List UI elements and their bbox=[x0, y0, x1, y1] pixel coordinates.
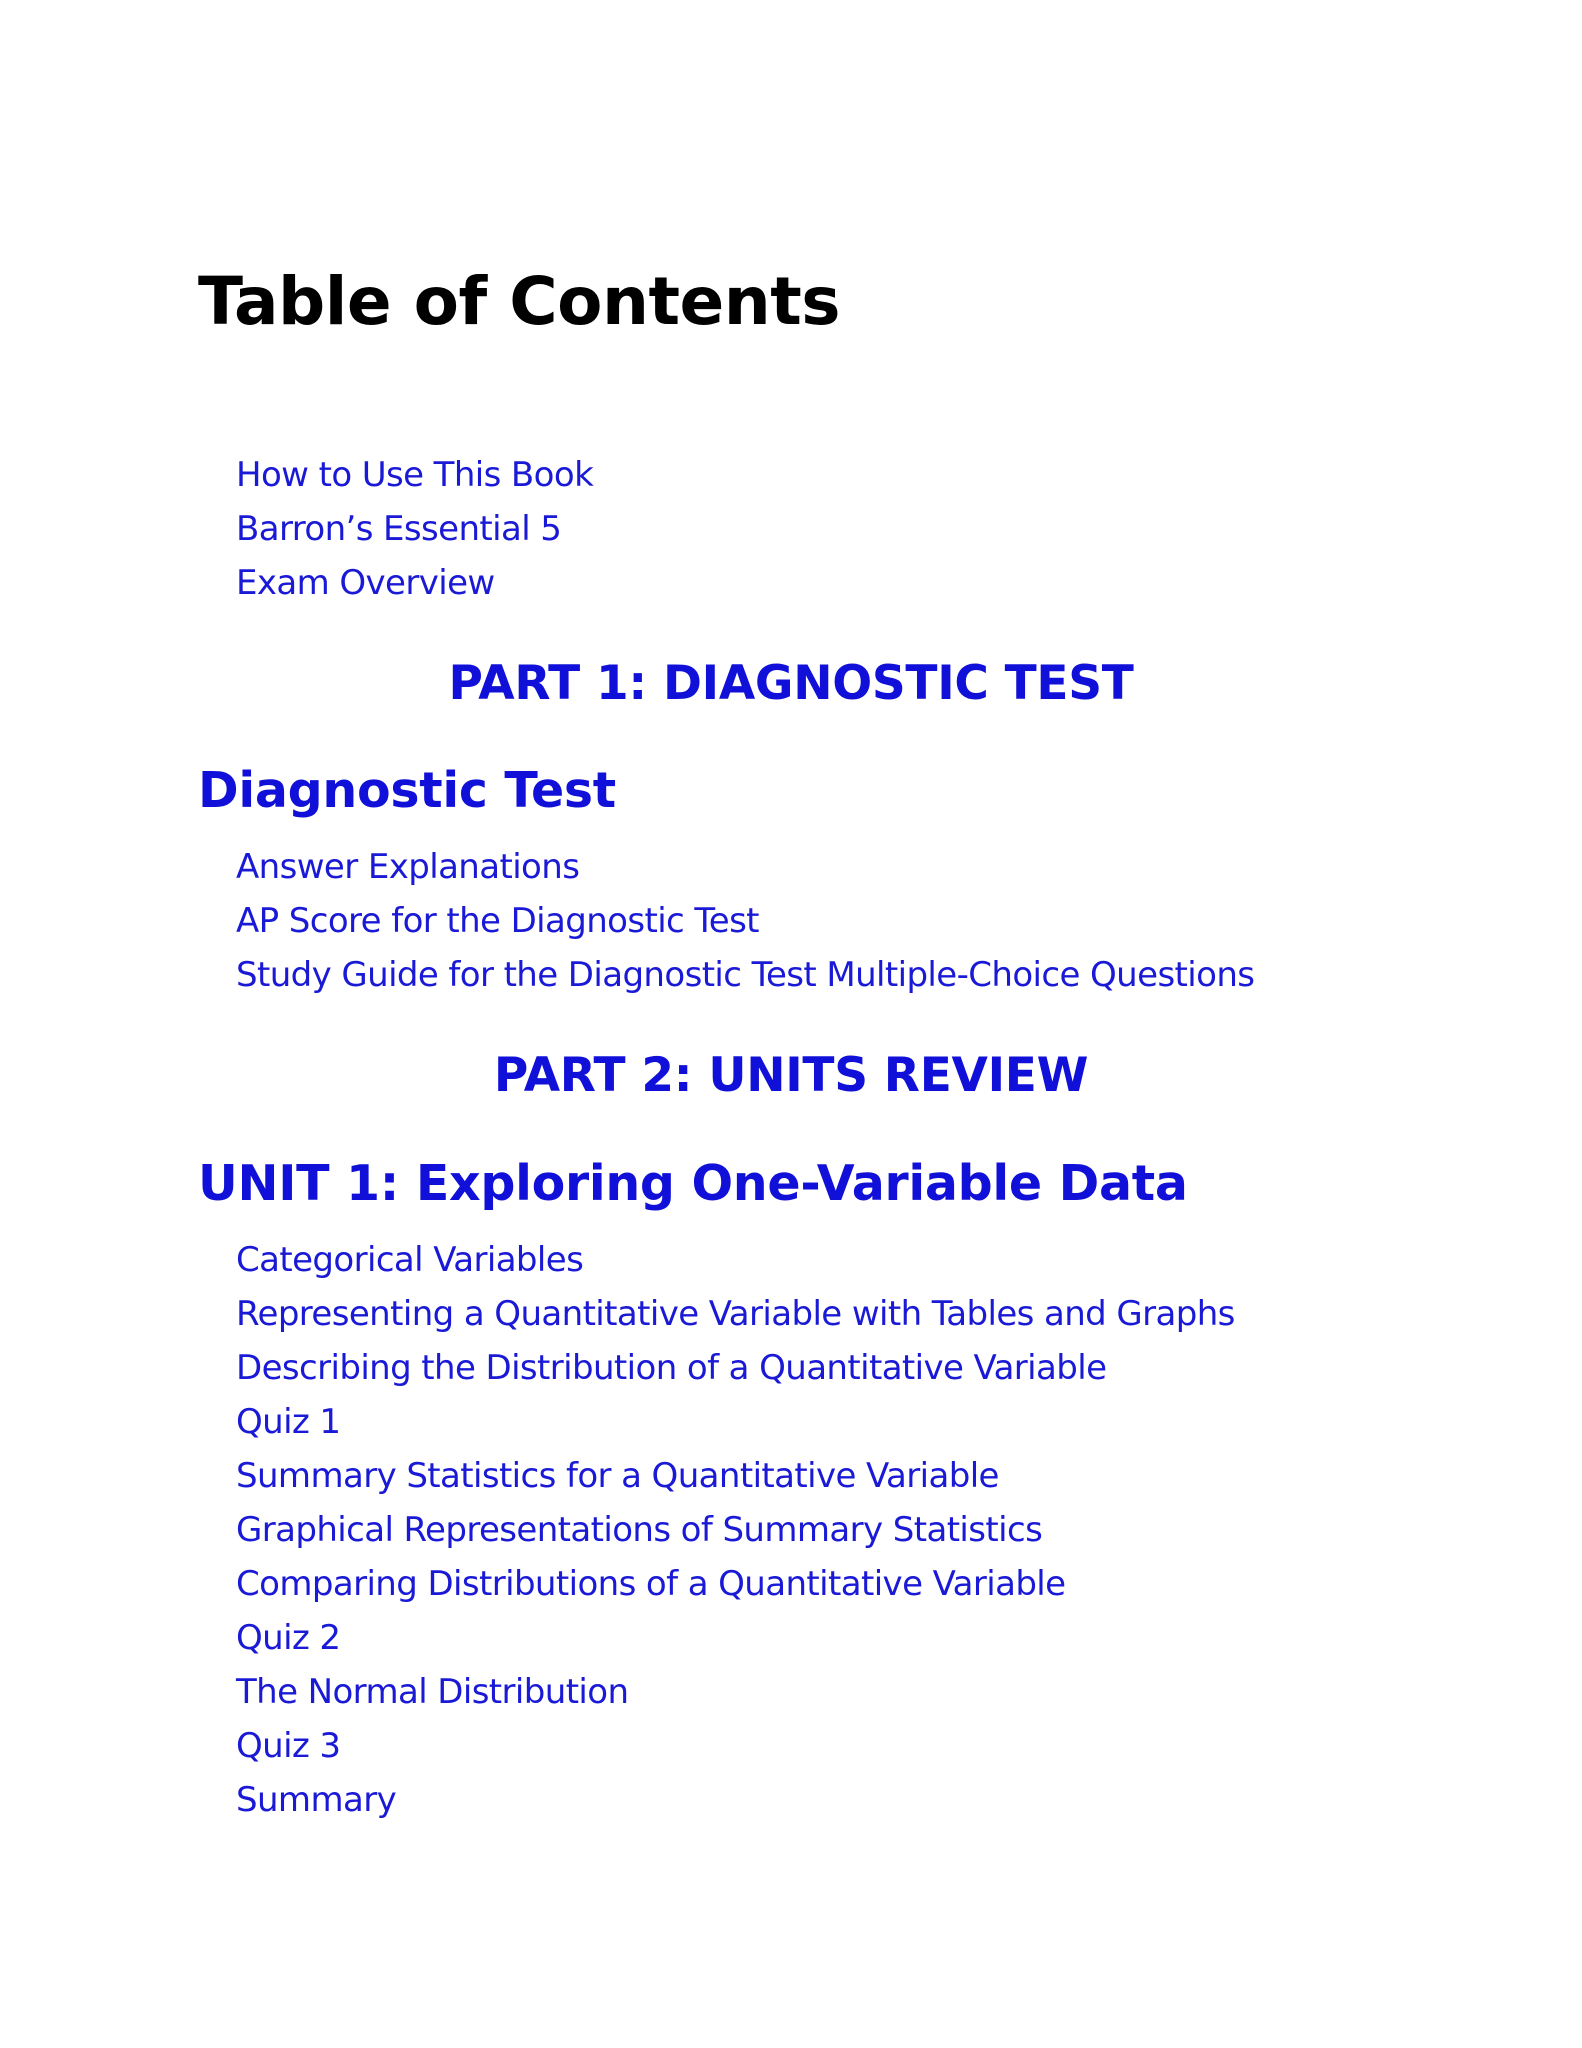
toc-link-summary-statistics[interactable]: Summary Statistics for a Quantitative Variable bbox=[236, 1456, 999, 1496]
chapter-unit-1-link[interactable]: UNIT 1: Exploring One-Variable Data bbox=[198, 1155, 1188, 1212]
list-item[interactable] bbox=[236, 840, 1254, 894]
part-2-link[interactable]: PART 2: UNITS REVIEW bbox=[493, 1048, 1089, 1103]
list-item[interactable] bbox=[236, 1395, 1235, 1449]
toc-link-summary[interactable]: Summary bbox=[236, 1780, 397, 1820]
chapter-diagnostic-test-heading[interactable] bbox=[198, 760, 616, 822]
toc-link-essential-5[interactable]: Barron’s Essential 5 bbox=[236, 509, 562, 549]
chapter-unit-1-heading[interactable] bbox=[198, 1153, 1188, 1215]
list-item[interactable] bbox=[236, 1665, 1235, 1719]
toc-link-how-to-use[interactable]: How to Use This Book bbox=[236, 455, 594, 495]
list-item[interactable] bbox=[236, 894, 1254, 948]
toc-link-categorical-variables[interactable]: Categorical Variables bbox=[236, 1240, 584, 1280]
list-item[interactable] bbox=[236, 1287, 1235, 1341]
part-2-heading[interactable] bbox=[0, 1046, 1582, 1106]
list-item[interactable] bbox=[236, 1773, 1235, 1827]
chapter-diagnostic-test-link[interactable]: Diagnostic Test bbox=[198, 762, 616, 819]
list-item[interactable] bbox=[236, 1557, 1235, 1611]
diagnostic-test-list bbox=[236, 840, 1254, 1002]
list-item[interactable] bbox=[236, 1449, 1235, 1503]
list-item[interactable] bbox=[236, 1233, 1235, 1287]
toc-link-representing-quantitative[interactable]: Representing a Quantitative Variable with Tables and Graphs bbox=[236, 1294, 1235, 1334]
list-item[interactable] bbox=[236, 556, 593, 610]
list-item[interactable] bbox=[236, 1503, 1235, 1557]
list-item[interactable] bbox=[236, 1341, 1235, 1395]
toc-link-normal-distribution[interactable]: The Normal Distribution bbox=[236, 1672, 629, 1712]
toc-link-answer-explanations[interactable]: Answer Explanations bbox=[236, 847, 580, 887]
list-item[interactable] bbox=[236, 1611, 1235, 1665]
toc-link-ap-score[interactable]: AP Score for the Diagnostic Test bbox=[236, 901, 759, 941]
toc-link-quiz-3[interactable]: Quiz 3 bbox=[236, 1726, 341, 1766]
list-item[interactable] bbox=[236, 502, 593, 556]
part-1-heading[interactable] bbox=[0, 654, 1582, 714]
toc-link-quiz-1[interactable]: Quiz 1 bbox=[236, 1402, 341, 1442]
part-1-link[interactable]: PART 1: DIAGNOSTIC TEST bbox=[448, 656, 1134, 711]
front-matter-list bbox=[236, 448, 593, 610]
toc-link-study-guide[interactable]: Study Guide for the Diagnostic Test Multiple-Choice Questions bbox=[236, 955, 1255, 995]
list-item[interactable] bbox=[236, 448, 593, 502]
toc-link-comparing-distributions[interactable]: Comparing Distributions of a Quantitative Variable bbox=[236, 1564, 1066, 1604]
toc-link-quiz-2[interactable]: Quiz 2 bbox=[236, 1618, 341, 1658]
list-item[interactable] bbox=[236, 948, 1254, 1002]
toc-link-exam-overview[interactable]: Exam Overview bbox=[236, 563, 495, 603]
list-item[interactable] bbox=[236, 1719, 1235, 1773]
toc-link-graphical-representations[interactable]: Graphical Representations of Summary Statistics bbox=[236, 1510, 1043, 1550]
toc-link-describing-distribution[interactable]: Describing the Distribution of a Quantitative Variable bbox=[236, 1348, 1107, 1388]
page-title: Table of Contents bbox=[198, 263, 841, 340]
unit-1-list bbox=[236, 1233, 1235, 1827]
